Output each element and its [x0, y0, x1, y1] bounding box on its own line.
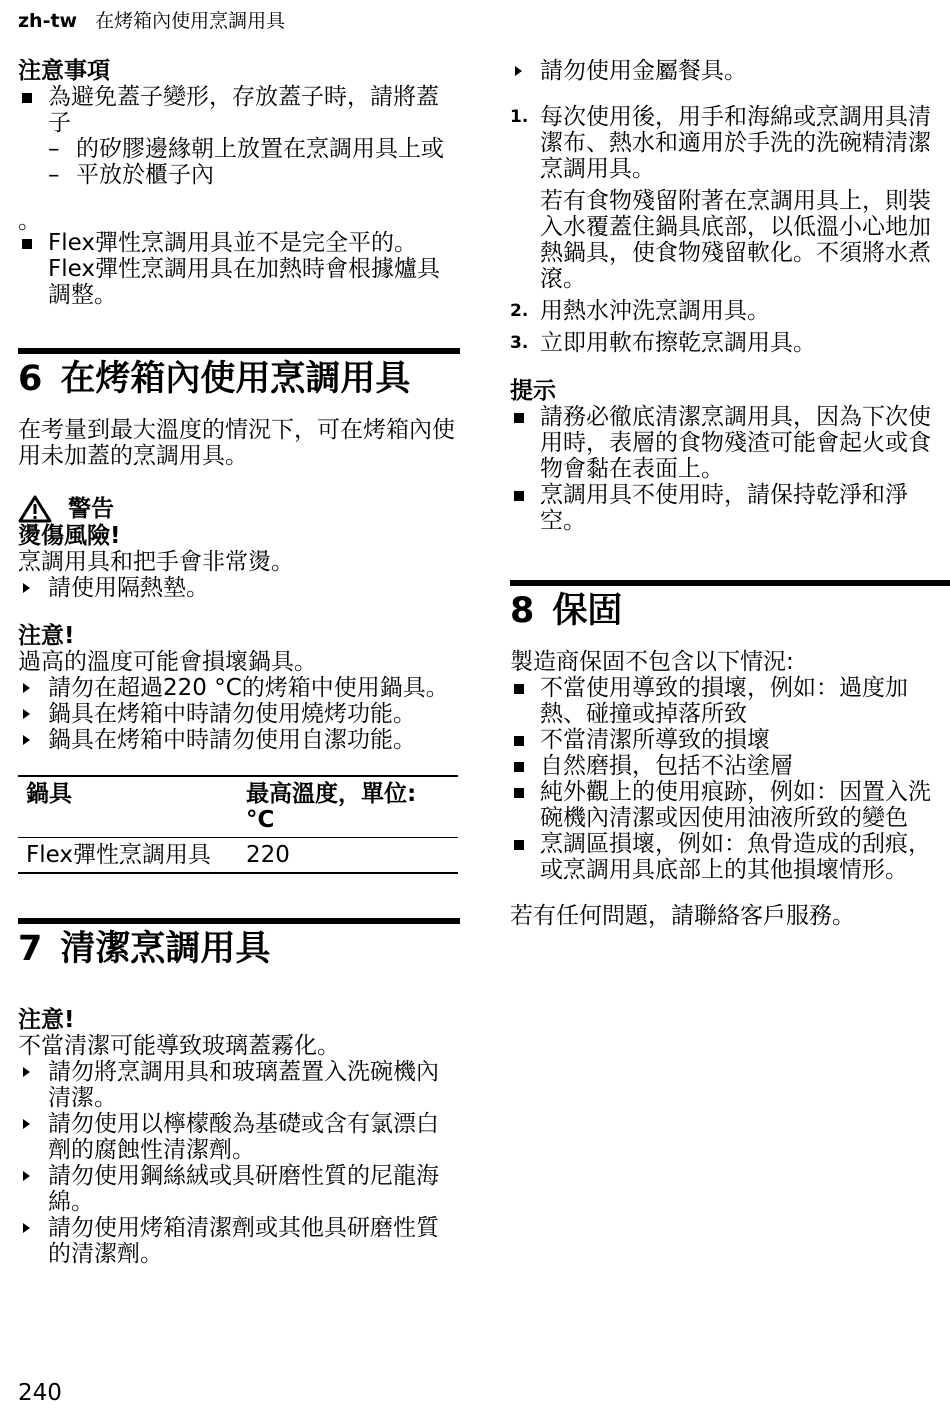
- action-item: 請勿使用金屬餐具。: [510, 58, 950, 84]
- sub-list-item: – 的矽膠邊緣朝上放置在烹調用具上或: [18, 136, 460, 162]
- notice-text: 過高的溫度可能會損壞鍋具。: [18, 649, 317, 675]
- list-item: 純外觀上的使用痕跡，例如：因置入洗碗機內清潔或因使用油液所致的變色: [510, 779, 950, 831]
- notice-actions: [18, 675, 460, 753]
- warranty-list: [510, 675, 950, 883]
- tips-list: [510, 404, 950, 534]
- language-code: zh-tw: [18, 10, 78, 32]
- action-item: 請勿使用烤箱清潔劑或其他具研磨性質的清潔劑。: [18, 1215, 460, 1267]
- action-item: 請勿將烹調用具和玻璃蓋置入洗碗機內清潔。: [18, 1059, 460, 1111]
- action-item: 請使用隔熱墊。: [18, 575, 460, 601]
- list-item: 自然磨損，包括不沾塗層: [510, 753, 950, 779]
- list-item: 烹調區損壞，例如：魚骨造成的刮痕，或烹調用具底部上的其他損壞情形。: [510, 831, 950, 883]
- table-header-cell: 鍋具: [26, 781, 72, 807]
- section-title: 6 在烤箱內使用烹調用具: [18, 359, 411, 399]
- tips-heading: 提示: [510, 378, 556, 404]
- table-cell: 220: [246, 842, 290, 868]
- left-column: [18, 58, 460, 1267]
- notes-heading: 注意事項: [18, 58, 110, 84]
- warning-triangle-icon: [18, 495, 52, 523]
- list-item: 請務必徹底清潔烹調用具，因為下次使用時，表層的食物殘渣可能會起火或食物會黏在表面上。: [510, 404, 950, 482]
- header-title: 在烤箱內使用烹調用具: [95, 10, 286, 32]
- section-8: [510, 580, 950, 633]
- continued-actions: [510, 58, 950, 84]
- notice-text: 不當清潔可能導致玻璃蓋霧化。: [18, 1033, 340, 1059]
- action-item: 請勿在超過220 °C的烤箱中使用鍋具。: [18, 675, 460, 701]
- table-header-cell: 最高溫度，單位: °C: [246, 781, 417, 833]
- step-number: 1.: [510, 107, 529, 127]
- danger-actions: [18, 575, 460, 601]
- cleaning-steps: [510, 104, 950, 356]
- section-title: 7 清潔烹調用具: [18, 929, 271, 969]
- action-item: 請勿使用鋼絲絨或具研磨性質的尼龍海綿。: [18, 1163, 460, 1215]
- table-header-row: [18, 776, 458, 838]
- action-item: 請勿使用以檸檬酸為基礎或含有氯漂白劑的腐蝕性清潔劑。: [18, 1111, 460, 1163]
- danger-heading: 燙傷風險!: [18, 523, 121, 549]
- sub-list-item: – 平放於櫃子內: [18, 162, 460, 188]
- notice-actions: [18, 1059, 460, 1267]
- temperature-table: [18, 775, 458, 874]
- step-extra: 若有食物殘留附著在烹調用具上，則裝入水覆蓋住鍋具底部，以低溫小心地加熱鍋具，使食物殘留軟化。不須將水煮滾。: [540, 188, 931, 292]
- notice-heading: 注意!: [18, 1007, 75, 1033]
- list-item: Flex彈性烹調用具並不是完全平的。Flex彈性烹調用具在加熱時會根據爐具調整。: [18, 230, 460, 308]
- note-text: 為避免蓋子變形，存放蓋子時，請將蓋子: [48, 84, 439, 136]
- section-7: [18, 918, 460, 971]
- table-row: [18, 838, 458, 874]
- step-number: 3.: [510, 333, 529, 353]
- step-item: [510, 298, 950, 324]
- list-item: 烹調用具不使用時，請保持乾淨和淨空。: [510, 482, 950, 534]
- section-outro: 若有任何問題，請聯絡客戶服務。: [510, 903, 855, 929]
- list-item: [18, 84, 460, 188]
- step-item: [510, 330, 950, 356]
- list-item: 不當使用導致的損壞，例如：過度加熱、碰撞或掉落所致: [510, 675, 950, 727]
- danger-text: 烹調用具和把手會非常燙。: [18, 549, 294, 575]
- section-intro: 在考量到最大溫度的情況下，可在烤箱內使用未加蓋的烹調用具。: [18, 417, 455, 469]
- step-text: 每次使用後，用手和海綿或烹調用具清潔布、熱水和適用於手洗的洗碗精清潔烹調用具。: [540, 104, 931, 182]
- section-6: [18, 348, 460, 401]
- step-item: [510, 104, 950, 292]
- page-header: [18, 9, 285, 33]
- step-text: 立即用軟布擦乾烹調用具。: [540, 330, 816, 356]
- action-item: 鍋具在烤箱中時請勿使用自潔功能。: [18, 727, 460, 753]
- table-cell: Flex彈性烹調用具: [26, 842, 211, 868]
- section-intro: 製造商保固不包含以下情況:: [510, 649, 794, 675]
- warning-box: [18, 495, 460, 523]
- section-title: 8 保固: [510, 591, 623, 631]
- list-item: 不當清潔所導致的損壞: [510, 727, 950, 753]
- step-number: 2.: [510, 301, 529, 321]
- notes-list-continued: [18, 230, 460, 308]
- warning-label: 警告: [68, 496, 114, 522]
- right-column: [510, 58, 950, 929]
- step-text: 用熱水沖洗烹調用具。: [540, 298, 770, 324]
- page-number: 240: [18, 1380, 62, 1406]
- stray-dot: 。: [18, 208, 41, 234]
- notice-heading: 注意!: [18, 623, 75, 649]
- sub-list: [18, 136, 460, 188]
- action-item: 鍋具在烤箱中時請勿使用燒烤功能。: [18, 701, 460, 727]
- notes-list: [18, 84, 460, 188]
